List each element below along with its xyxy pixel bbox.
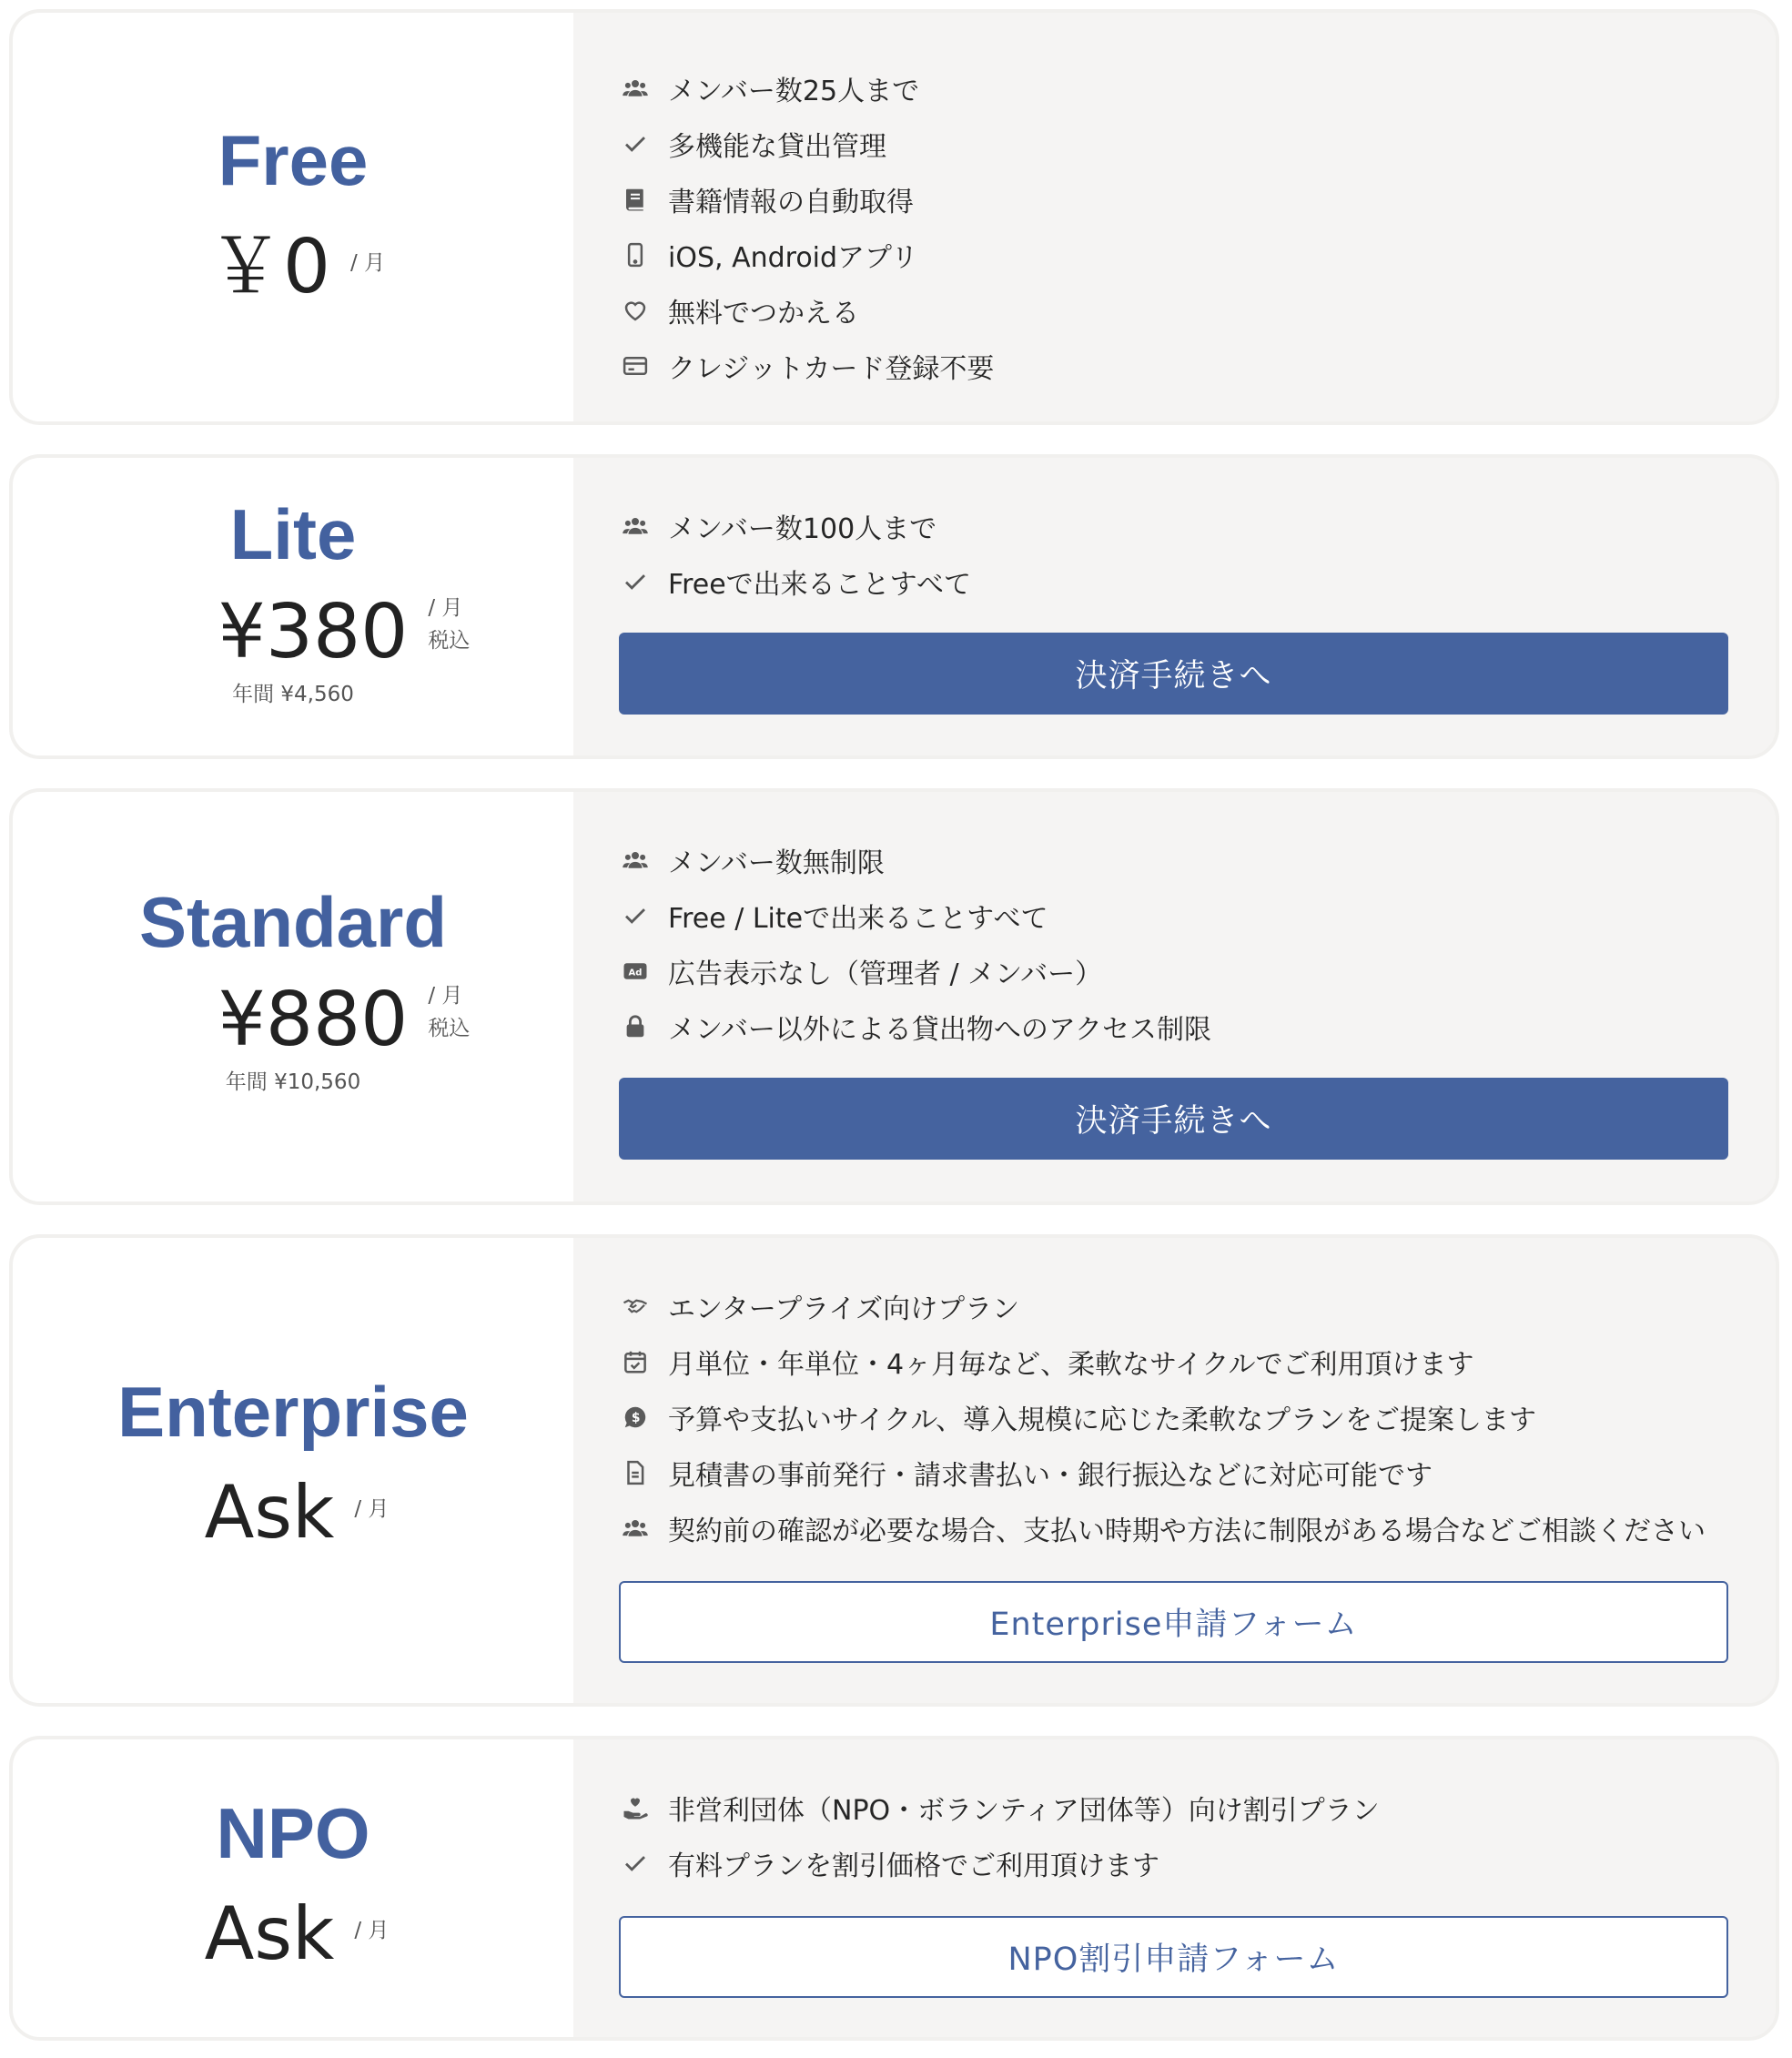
plan-price: ¥380 bbox=[218, 589, 409, 675]
feature-text: Freeで出来ることすべて bbox=[668, 568, 972, 601]
feature-item bbox=[619, 1779, 1728, 1835]
feature-text: メンバー数100人まで bbox=[668, 512, 937, 545]
price-period bbox=[428, 979, 470, 1045]
plan-card-standard bbox=[9, 788, 1779, 1205]
annual-price: 年間 ¥4,560 bbox=[232, 683, 354, 706]
feature-text: エンタープライズ向けプラン bbox=[668, 1293, 1020, 1325]
members-icon bbox=[621, 74, 650, 103]
feature-list bbox=[619, 60, 1728, 393]
plan-summary bbox=[13, 458, 573, 755]
handshake-icon bbox=[621, 1292, 650, 1321]
plan-name: Free bbox=[218, 119, 369, 200]
feature-text: メンバー数無制限 bbox=[668, 847, 885, 879]
feature-item bbox=[619, 227, 1728, 282]
members-icon bbox=[621, 846, 650, 875]
feature-item bbox=[619, 1333, 1728, 1389]
feature-text: Free / Liteで出来ることすべて bbox=[668, 902, 1048, 935]
feature-text: メンバー数25人まで bbox=[668, 75, 920, 107]
checkout-button[interactable]: 決済手続きへ bbox=[619, 1078, 1728, 1160]
plan-summary bbox=[13, 1238, 573, 1703]
svg-text:$: $ bbox=[631, 1410, 641, 1425]
plan-features-panel bbox=[573, 792, 1776, 1201]
feature-item bbox=[619, 116, 1728, 171]
feature-item bbox=[619, 1278, 1728, 1333]
ad-icon bbox=[621, 957, 650, 986]
document-icon bbox=[621, 1458, 650, 1487]
feature-item bbox=[619, 832, 1728, 887]
checkout-button[interactable]: 決済手続きへ bbox=[619, 633, 1728, 715]
plan-summary bbox=[13, 13, 573, 421]
tax-label: 税込 bbox=[428, 1016, 471, 1040]
feature-item bbox=[619, 943, 1728, 999]
feature-item bbox=[619, 1835, 1728, 1891]
check-icon bbox=[621, 1849, 650, 1878]
check-icon bbox=[621, 567, 650, 596]
plan-features-panel bbox=[573, 458, 1776, 755]
price-period: / 月 bbox=[350, 250, 386, 275]
npo-form-button[interactable]: NPO割引申請フォーム bbox=[619, 1916, 1728, 1998]
credit-card-icon bbox=[621, 351, 650, 380]
feature-text: 月単位・年単位・4ヶ月毎など、柔軟なサイクルでご利用頂けます bbox=[668, 1348, 1474, 1381]
members-icon bbox=[621, 1514, 650, 1543]
feature-list bbox=[619, 498, 1728, 609]
feature-item bbox=[619, 553, 1728, 609]
plan-summary bbox=[13, 1739, 573, 2037]
annual-price: 年間 ¥10,560 bbox=[225, 1070, 361, 1094]
plan-card-npo bbox=[9, 1736, 1779, 2041]
feature-text: iOS, Androidアプリ bbox=[668, 241, 918, 274]
feature-text: 有料プランを割引価格でご利用頂けます bbox=[668, 1850, 1159, 1882]
price-row bbox=[208, 223, 386, 310]
feature-text: 見積書の事前発行・請求書払い・銀行振込などに対応可能です bbox=[668, 1459, 1433, 1492]
members-icon bbox=[621, 512, 650, 541]
price-period: / 月 bbox=[354, 1496, 390, 1521]
feature-item bbox=[619, 338, 1728, 393]
heart-icon bbox=[621, 296, 650, 325]
plan-card-free bbox=[9, 9, 1779, 425]
dollar-chat-icon bbox=[621, 1403, 650, 1432]
feature-text: 書籍情報の自動取得 bbox=[668, 186, 914, 218]
feature-item bbox=[619, 1445, 1728, 1500]
feature-text: メンバー以外による貸出物へのアクセス制限 bbox=[668, 1013, 1211, 1046]
feature-list bbox=[619, 832, 1728, 1054]
plan-price: Ask bbox=[204, 1891, 335, 1976]
price-row bbox=[204, 1469, 390, 1555]
plan-price: ￥0 bbox=[208, 223, 331, 310]
tax-label: 税込 bbox=[428, 629, 471, 653]
price-row bbox=[204, 1891, 390, 1976]
feature-list bbox=[619, 1779, 1728, 1891]
plan-card-enterprise bbox=[9, 1234, 1779, 1707]
feature-text: 広告表示なし（管理者 / メンバー） bbox=[668, 958, 1103, 990]
plan-price: ¥880 bbox=[218, 976, 409, 1063]
feature-item bbox=[619, 887, 1728, 943]
calendar-check-icon bbox=[621, 1347, 650, 1376]
feature-item bbox=[619, 60, 1728, 116]
price-row bbox=[218, 589, 471, 675]
feature-item bbox=[619, 498, 1728, 553]
feature-text: 契約前の確認が必要な場合、支払い時期や方法に制限がある場合などご相談ください bbox=[668, 1515, 1706, 1547]
enterprise-form-button[interactable]: Enterprise申請フォーム bbox=[619, 1581, 1728, 1663]
price-period bbox=[428, 592, 470, 657]
plan-card-lite bbox=[9, 454, 1779, 759]
feature-text: クレジットカード登録不要 bbox=[668, 352, 995, 385]
feature-item bbox=[619, 999, 1728, 1054]
lock-icon bbox=[621, 1012, 650, 1041]
hand-heart-icon bbox=[621, 1793, 650, 1822]
book-icon bbox=[621, 185, 650, 214]
feature-text: 多機能な貸出管理 bbox=[668, 130, 886, 163]
plan-features-panel bbox=[573, 1739, 1776, 2037]
plan-name: NPO bbox=[216, 1792, 370, 1873]
check-icon bbox=[621, 129, 650, 158]
plan-name: Lite bbox=[229, 494, 357, 574]
feature-item bbox=[619, 1500, 1728, 1556]
price-period: / 月 bbox=[354, 1918, 390, 1942]
plan-price: Ask bbox=[204, 1469, 335, 1555]
feature-text: 無料でつかえる bbox=[668, 297, 859, 329]
plan-name: Standard bbox=[138, 881, 448, 962]
price-row bbox=[218, 976, 471, 1063]
phone-icon bbox=[621, 240, 650, 269]
plan-summary bbox=[13, 792, 573, 1201]
feature-list bbox=[619, 1278, 1728, 1556]
price-period-unit: / 月 bbox=[428, 983, 463, 1008]
price-period-unit: / 月 bbox=[428, 596, 463, 620]
feature-text: 予算や支払いサイクル、導入規模に応じた柔軟なプランをご提案します bbox=[668, 1404, 1536, 1436]
feature-text: 非営利団体（NPO・ボランティア団体等）向け割引プラン bbox=[668, 1794, 1380, 1827]
plan-features-panel bbox=[573, 13, 1776, 421]
plan-features-panel bbox=[573, 1238, 1776, 1703]
svg-text:Ad: Ad bbox=[628, 967, 643, 978]
check-icon bbox=[621, 901, 650, 930]
plan-name: Enterprise bbox=[117, 1371, 469, 1452]
feature-item bbox=[619, 1389, 1728, 1445]
feature-item bbox=[619, 282, 1728, 338]
feature-item bbox=[619, 171, 1728, 227]
